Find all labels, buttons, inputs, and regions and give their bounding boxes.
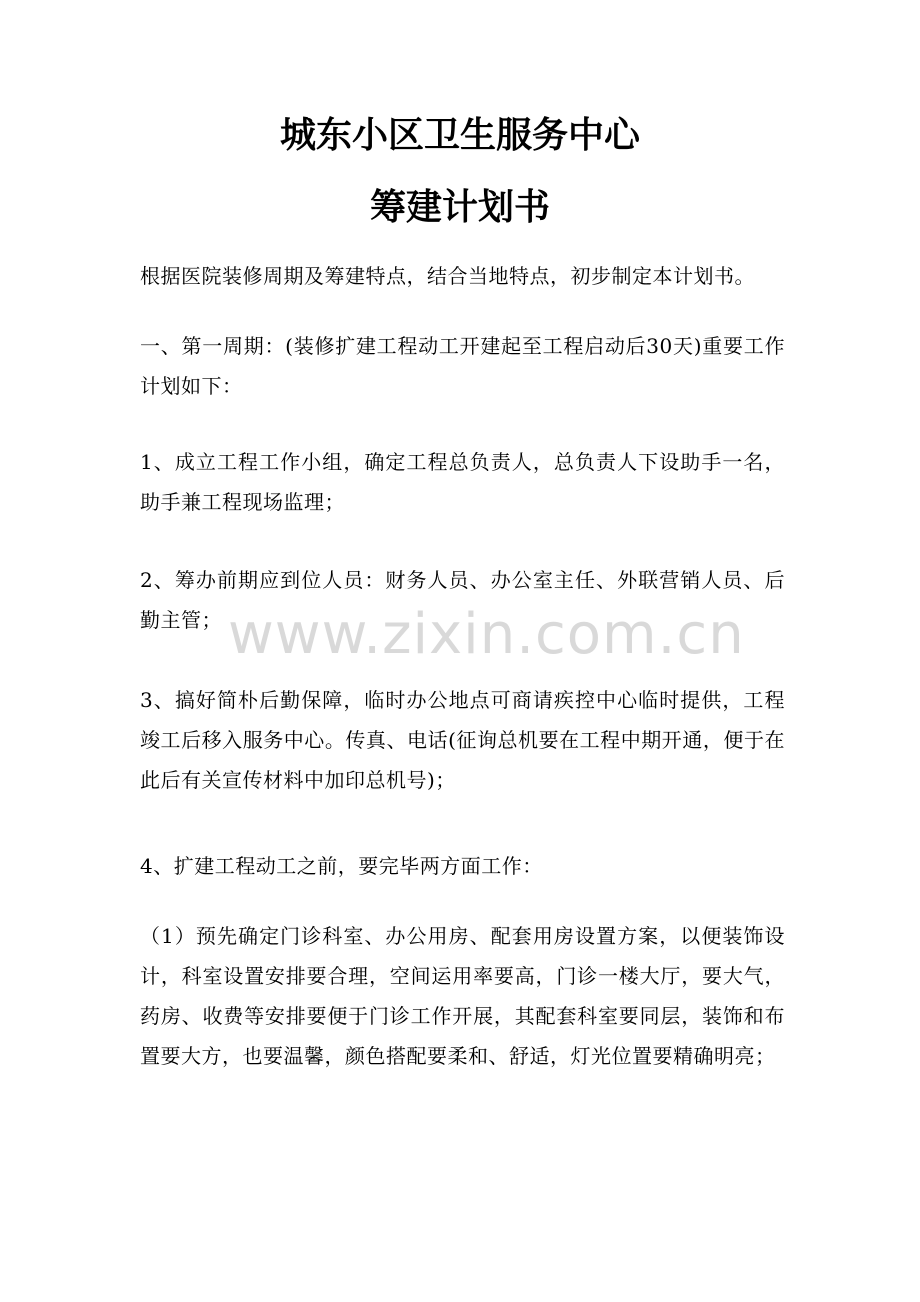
list-item-4: 4、扩建工程动工之前，要完毕两方面工作： xyxy=(140,854,543,878)
sub-item-1: （1）预先确定门诊科室、办公用房、配套用房设置方案，以便装饰设计，科室设置安排要合理，空间运用率要高，门诊一楼大厅，要大气，药房、收费等安排要便于门诊工作开展，其配套科室要同层，装饰和布置要大方，也要温馨，颜色搭配要柔和、舒适，灯光位置要精确明亮； xyxy=(140,924,785,1068)
document-title: 城东小区卫生服务中心 xyxy=(279,115,640,156)
section-heading-phase-1: 一、第一周期：(装修扩建工程动工开建起至工程启动后30天)重要工作计划如下： xyxy=(140,334,785,398)
intro-paragraph: 根据医院装修周期及筹建特点，结合当地特点，初步制定本计划书。 xyxy=(140,264,755,288)
list-item-3: 3、搞好简朴后勤保障，临时办公地点可商请疾控中心临时提供，工程竣工后移入服务中心。传真、电话(征询总机要在工程中期开通，便于在此后有关宣传材料中加印总机号)； xyxy=(140,688,785,792)
document-subtitle: 筹建计划书 xyxy=(369,187,550,228)
list-item-1: 1、成立工程工作小组，确定工程总负责人，总负责人下设助手一名，助手兼工程现场监理； xyxy=(140,450,785,514)
list-item-2: 2、筹办前期应到位人员：财务人员、办公室主任、外联营销人员、后勤主管； xyxy=(140,568,785,632)
watermark: www.zixin.com.cn xyxy=(228,602,745,667)
